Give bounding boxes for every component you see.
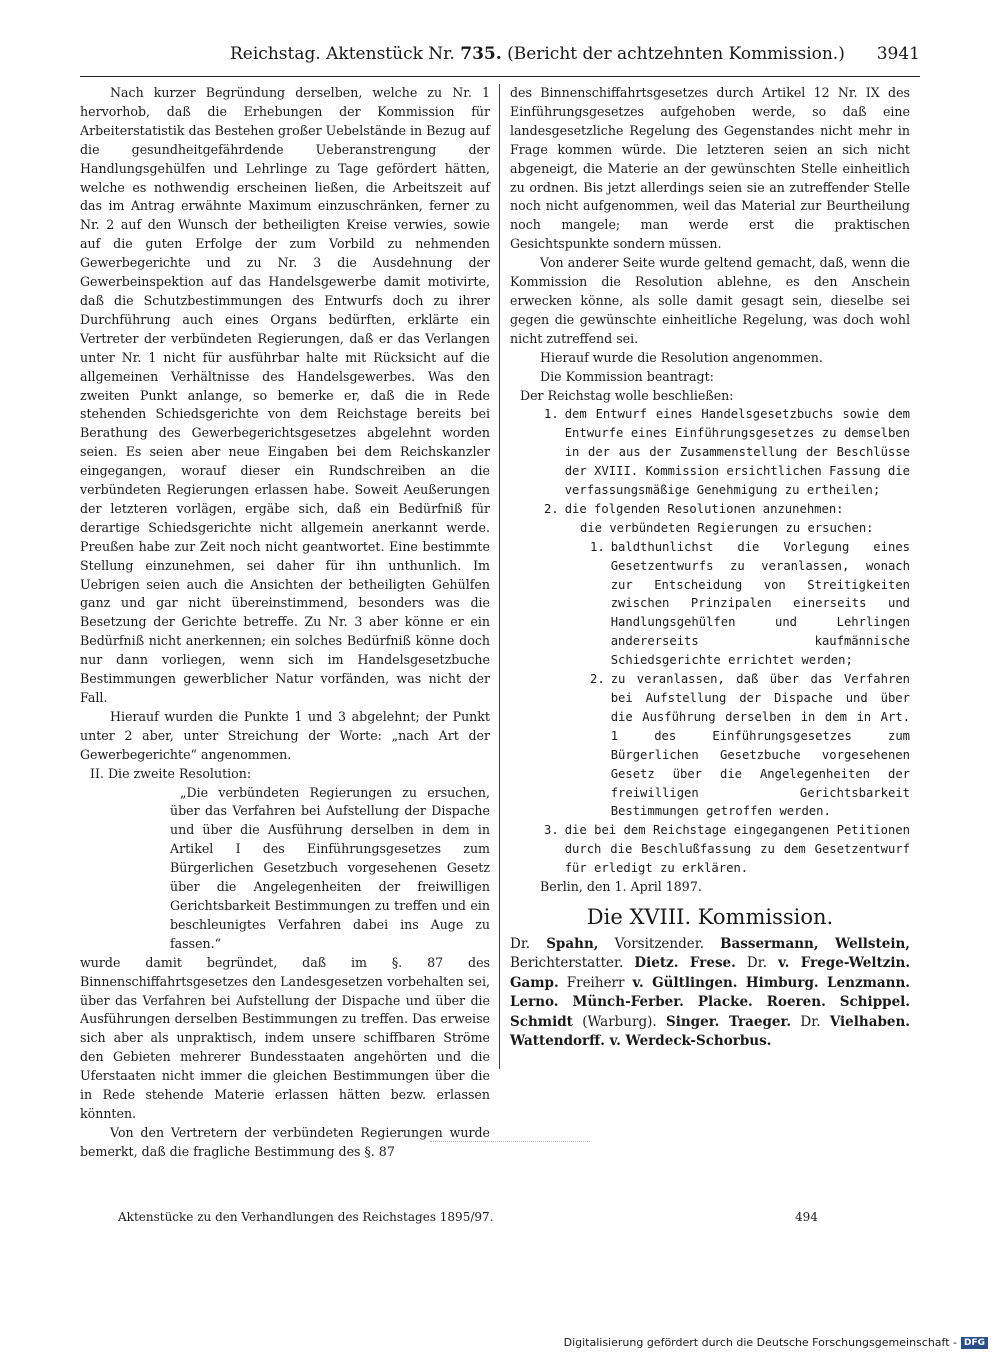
commission-members: [510, 935, 910, 1052]
second-resolution-heading: II. Die zweite Resolution:: [90, 765, 252, 781]
right-paragraph-2: Von anderer Seite wurde geltend gemacht, daß, wenn die Kommission die Resolution ablehne, es den Anschein erwecken könne, als solle damit gesagt sein, dieselbe sei gegen die gewünschte einheitliche Regelung, was doch wohl nicht zutreffend sei.: [510, 255, 910, 346]
motion-lead: Der Reichstag wolle beschließen:: [520, 387, 734, 403]
place-date: Berlin, den 1. April 1897.: [540, 879, 702, 895]
member-note: (Warburg).: [582, 1013, 657, 1030]
resolution-item-2: [590, 670, 910, 821]
right-paragraph-4: Die Kommission beantragt:: [540, 368, 714, 384]
member-title: Dr.: [510, 935, 531, 952]
dfg-logo: DFG: [961, 1337, 988, 1349]
member-role: Berichterstatter.: [510, 955, 624, 972]
footer-source: Aktenstücke zu den Verhandlungen des Reichstages 1895/97.: [118, 1210, 494, 1224]
header-suffix: (Bericht der achtzehnten Kommission.): [507, 44, 845, 64]
right-column: [510, 84, 910, 1052]
column-divider: [499, 84, 500, 1069]
member-name: Dietz. Frese.: [634, 955, 736, 972]
resolution-item-1: [590, 538, 910, 670]
running-header: [230, 44, 920, 74]
member-title: Dr.: [746, 955, 768, 972]
member-name: Bassermann, Wellstein,: [720, 935, 910, 952]
item-text: die folgenden Resolutionen anzunehmen:: [564, 501, 844, 516]
left-paragraph-3: wurde damit begründet, daß im §. 87 des Binnenschiffahrtsgesetzes den Landesgesetzen vorbehalten sei, über das Verfahren bei Aufstellung der Dispache und über die Ausführungen derselben Bestimmungen zu treffen. Das erweise sich aber als unpraktisch, indem unsere schiffbaren Ströme den Gebieten mehrerer Bundesstaaten angehörten und die Uferstaaten nicht immer die gleichen Bestimmungen über die in Rede stehende Materie erlassen hätten bezw. erlassen könnten.: [80, 954, 490, 1121]
resolutions-lead: die verbündeten Regierungen zu ersuchen:: [580, 520, 874, 535]
right-paragraph-1: des Binnenschiffahrtsgesetzes durch Artikel 12 Nr. IX des Einführungsgesetzes aufgehoben werde, so daß eine landesgesetzliche Regelung des Gegenstandes nicht mehr in Frage kommen würde. Die letzteren seien an sich nicht abgeneigt, die Materie an der gewünschten Stelle einheitlich zu ordnen. Bis jetzt allerdings seien sie an zutreffender Stelle noch nicht aufgenommen, weil das Material zur Beurtheilung noch mangele; man werde erst die praktischen Gesichtspunkte sondern müssen.: [510, 85, 910, 252]
member-name: v. Gültlingen. Himburg. Lenzmann. Lerno. Münch-Ferber. Placke. Roeren. Schippel. Schmidt: [510, 974, 910, 1030]
item-number: 2.: [590, 672, 605, 687]
commission-heading: Die XVIII. Kommission.: [586, 904, 834, 929]
member-role: Vorsitzender.: [614, 935, 705, 952]
member-name: Singer. Traeger.: [665, 1013, 792, 1030]
item-text: dem Entwurf eines Handelsgesetzbuchs sowie dem Entwurfe eines Einführungsgesetzes zu demselben in der aus der Zusammenstellung der Beschlüsse der XVIII. Kommission ersichtlichen Fassung die verfassungsmäßige Genehmigung zu ertheilen;: [564, 407, 910, 498]
member-title: Dr.: [800, 1013, 821, 1030]
left-paragraph-1: Nach kurzer Begründung derselben, welche zu Nr. 1 hervorhob, daß die Erhebungen der Kommission für Arbeiterstatistik das Bestehen großer Uebelstände in Bezug auf die gesundheitgefährdende Ueberanstrengung der Handlungsgehülfen und Lehrlinge zu Tage gefördert hätten, welche es nothwendig erscheinen ließen, die Arbeitszeit auf das im Antrag erwähnte Maximum einzuschränken, ferner zu Nr. 2 auf den Wunsch der betheiligten Kreise verwies, sowie auf die guten Erfolge der zum Vorbild zu nehmenden Gewerbegerichte und zu Nr. 3 die Ausdehnung der Gewerbeinspektion auf das Handelsgewerbe damit motivirte, daß die Schutzbestimmungen des Entwurfs doch zu ihrer Durchführung auch eines Organs bedürften, erklärte ein Vertreter der verbündeten Regierungen, daß er das Verlangen unter Nr. 1 nicht für ausführbar halte mit Rücksicht auf die allgemeinen Verhältnisse des Handelsgewerbes. Was den zweiten Punkt anlange, so bemerke er, daß die in Rede stehenden Schiedsgerichte von dem Reichstage bereits bei Berathung des Gewerbegerichtsgesetzes abgelehnt worden seien. Es seien aber neue Eingaben bei dem Reichskanzler eingegangen, worauf dieser ein Rundschreiben an die verbündeten Regierungen erlassen habe. Soweit Aeußerungen der letzteren vorlägen, ergäbe sich, daß ein Bedürfniß für derartige Schiedsgerichte nicht allgemein anerkannt werde. Preußen habe zur Zeit noch nicht geantwortet. Eine bestimmte Stellung einzunehmen, sei daher für ihn unthunlich. Im Uebrigen seien auch die Ansichten der betheiligten Gehülfen ganz und gar nicht übereinstimmend, besonders was die Besetzung der Gerichte betreffe. Zu Nr. 3 aber könne er ein Bedürfniß nicht anerkennen; ein solches Bedürfniß könne doch nur dann vorliegen, wenn sich im Handelsgesetzbuche Bestimmungen gewerblicher Natur vorfänden, was nicht der Fall.: [80, 85, 490, 705]
item-text: die bei dem Reichstage eingegangenen Petitionen durch die Beschlußfassung zu dem Gesetzentwurf für erledigt zu erklären.: [564, 823, 910, 876]
item-number: 1.: [544, 407, 559, 422]
document-number: 735.: [460, 44, 502, 64]
right-paragraph-3: Hierauf wurde die Resolution angenommen.: [540, 349, 823, 365]
member-title: Freiherr: [566, 974, 625, 991]
left-column: [80, 84, 490, 1162]
motion-item-3: [544, 821, 910, 878]
funding-text: Digitalisierung gefördert durch die Deutsche Forschungsgemeinschaft -: [563, 1336, 957, 1349]
motion-item-2: [544, 500, 910, 519]
item-number: 2.: [544, 501, 559, 516]
funding-note: [564, 1336, 988, 1349]
page-ornament: [430, 1141, 590, 1142]
left-paragraph-2: Hierauf wurden die Punkte 1 und 3 abgelehnt; der Punkt unter 2 aber, unter Streichung der Worte: „nach Art der Gewerbegerichte“ angenommen.: [80, 708, 490, 762]
header-title: [230, 44, 845, 64]
item-text: baldthunlichst die Vorlegung eines Gesetzentwurfs zu veranlassen, wonach zur Entscheidung von Streitigkeiten zwischen Prinzipalen einerseits und Handlungsgehülfen und Lehrlingen andererseits kaufmännische Schiedsgerichte errichtet werden;: [610, 539, 910, 668]
item-number: 3.: [544, 823, 559, 838]
header-prefix: Reichstag. Aktenstück Nr.: [230, 44, 455, 64]
member-name: v. Frege-Weltzin. Gamp.: [510, 955, 911, 991]
member-name: Vielhaben. Wattendorff. v. Werdeck-Schorbus.: [510, 1013, 911, 1050]
resolution-quote: „Die verbündeten Regierungen zu ersuchen, über das Verfahren bei Aufstellung der Dispache und über die Ausführung derselben in dem in Artikel I des Einführungsgesetzes zum Bürgerlichen Gesetzbuch vorgesehenen Gesetz über die Angelegenheiten der freiwilligen Gerichtsbarkeit Bestimmungen zu treffen und ein beschleunigtes Verfahren dabei ins Auge zu fassen.“: [170, 784, 490, 951]
item-text: zu veranlassen, daß über das Verfahren bei Aufstellung der Dispache und über die Ausführung derselben in dem in Art. 1 des Einführungsgesetzes zum Bürgerlichen Gesetzbuche vorgesehenen Gesetz über die Angelegenheiten der freiwilligen Gerichtsbarkeit Bestimmungen getroffen werden.: [610, 672, 910, 819]
left-paragraph-4: Von den Vertretern der verbündeten Regierungen wurde bemerkt, daß die fragliche Bestimmung des §. 87: [80, 1124, 490, 1159]
item-number: 1.: [590, 539, 605, 554]
motion-item-1: [544, 405, 910, 500]
header-rule: [80, 76, 920, 77]
member-name: Spahn,: [546, 935, 599, 952]
page-number: 3941: [876, 44, 920, 64]
sheet-number: 494: [795, 1210, 818, 1224]
